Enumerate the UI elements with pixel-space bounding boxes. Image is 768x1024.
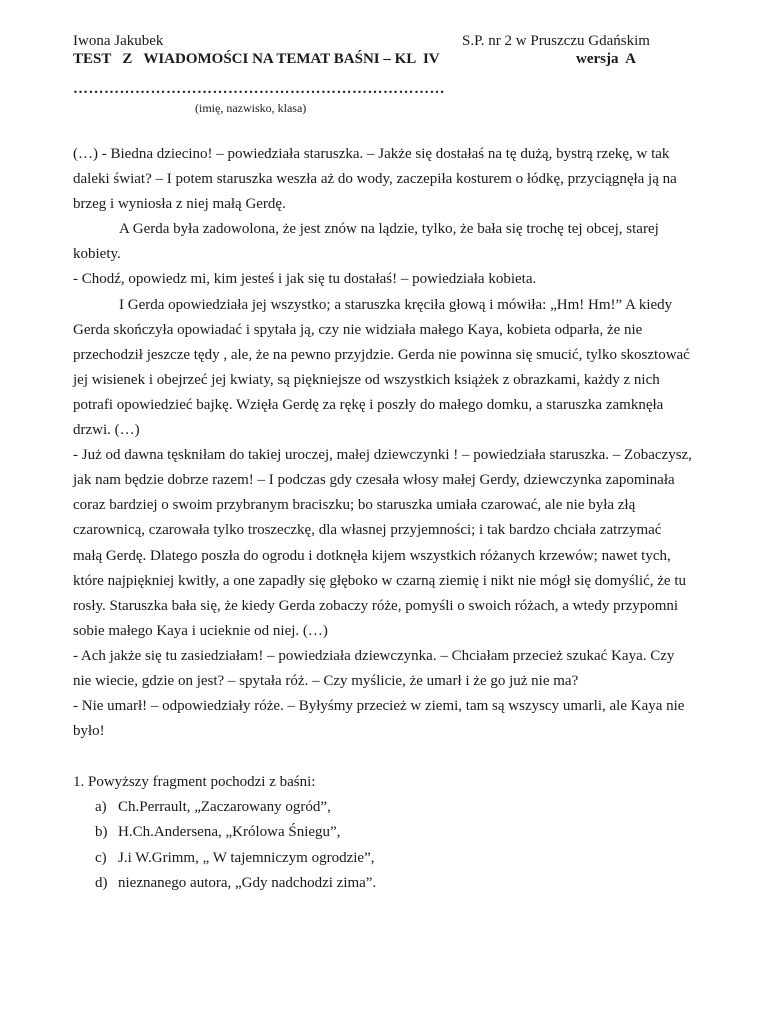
passage-paragraph: A Gerda była zadowolona, że jest znów na lądzie, tylko, że bała się trochę tej obcej, starej kobiety. <box>73 221 659 263</box>
answer-text: Ch.Perrault, „Zaczarowany ogród”, <box>118 799 331 816</box>
passage <box>73 142 693 744</box>
passage-paragraph: I Gerda opowiedziała jej wszystko; a staruszka kręciła głową i mówiła: „Hm! Hm!” A kiedy Gerda skończyła opowiadać i spytała ją, czy nie widziała małego Kaya, kobieta odparła, że nie przechodził jeszcze tędy , ale, że na pewno przyjdzie. Gerda nie powinna się smucić, tylko skosztować jej wisienek i obejrzeć jej kwiaty, są piękniejsze od wszystkich książek z obrazkami, każdy z nich potrafi opowiedzieć bajkę. Wzięła Gerdę za rękę i poszły do małego domku, a staruszka zamknęła drzwi. (…) <box>73 296 690 439</box>
passage-paragraph: - Chodź, opowiedz mi, kim jesteś i jak się tu dostałaś! – powiedziała kobieta. <box>73 271 537 288</box>
student-name-caption: (imię, nazwisko, klasa) <box>195 101 307 115</box>
answer-option-d <box>73 871 693 896</box>
answer-letter: c) <box>95 849 107 866</box>
passage-paragraph: - Ach jakże się tu zasiedziałam! – powiedziała dziewczynka. – Chciałam przecież szukać Kaya. Czy nie wiecie, gdzie on jest? – spytała róż. – Czy myślicie, że umarł i że go już nie ma? <box>73 647 675 689</box>
answer-list <box>73 795 693 896</box>
test-version: wersja A <box>576 51 636 67</box>
answer-option-a <box>73 795 693 820</box>
answer-letter: a) <box>95 799 107 816</box>
passage-paragraph: - Już od dawna tęskniłam do takiej uroczej, małej dziewczynki ! – powiedziała staruszka. – Zobaczysz, jak nam będzie dobrze razem! – I podczas gdy czesała włosy małej Gerdy, dziewczynka zapominała coraz bardziej o swoim przybranym braciszku; bo staruszka umiała czarować, ale nie była złą czarownicą, czarowała tylko troszeczkę, dla własnej przyjemności; i tak bardzo chciała zatrzymać małą Gerdę. Dlatego poszła do ogrodu i dotknęła kijem wszystkich różanych krzewów; nawet tych, które najpiękniej kwitły, a one zapadły się głęboko w czarną ziemię i nikt nie mógł się domyślić, że tu rosły. Staruszka bała się, że kiedy Gerda zobaczy róże, pomyśli o swoich różach, a wtedy przypomni sobie małego Kaya i ucieknie od niej. (…) <box>73 447 692 639</box>
answer-letter: b) <box>95 824 108 841</box>
answer-text: J.i W.Grimm, „ W tajemniczym ogrodzie”, <box>118 849 375 866</box>
answer-text: H.Ch.Andersena, „Królowa Śniegu”, <box>118 824 341 841</box>
answer-text: nieznanego autora, „Gdy nadchodzi zima”. <box>118 874 377 891</box>
header-school: S.P. nr 2 w Pruszczu Gdańskim <box>462 33 650 49</box>
question-title: 1. Powyższy fragment pochodzi z baśni: <box>73 774 316 790</box>
question-1 <box>73 770 693 896</box>
answer-letter: d) <box>95 874 108 891</box>
header-author: Iwona Jakubek <box>73 33 164 49</box>
student-name-line: ……………………………………………………………… <box>73 81 445 97</box>
passage-paragraph: (…) - Biedna dziecino! – powiedziała staruszka. – Jakże się dostałaś na tę dużą, bystrą rzekę, w tak daleki świat? – I potem staruszka weszła aż do wody, zaczepiła kosturem o łódkę, przyciągnęła ją na brzeg i wyniosła z niej małą Gerdę. <box>73 146 677 213</box>
answer-option-c <box>73 846 693 871</box>
test-title: TEST Z WIADOMOŚCI NA TEMAT BAŚNI – KL IV <box>73 51 440 67</box>
passage-paragraph: - Nie umarł! – odpowiedziały róże. – Byłyśmy przecież w ziemi, tam są wszyscy umarli, ale Kaya nie było! <box>73 698 685 740</box>
answer-option-b <box>73 820 693 845</box>
